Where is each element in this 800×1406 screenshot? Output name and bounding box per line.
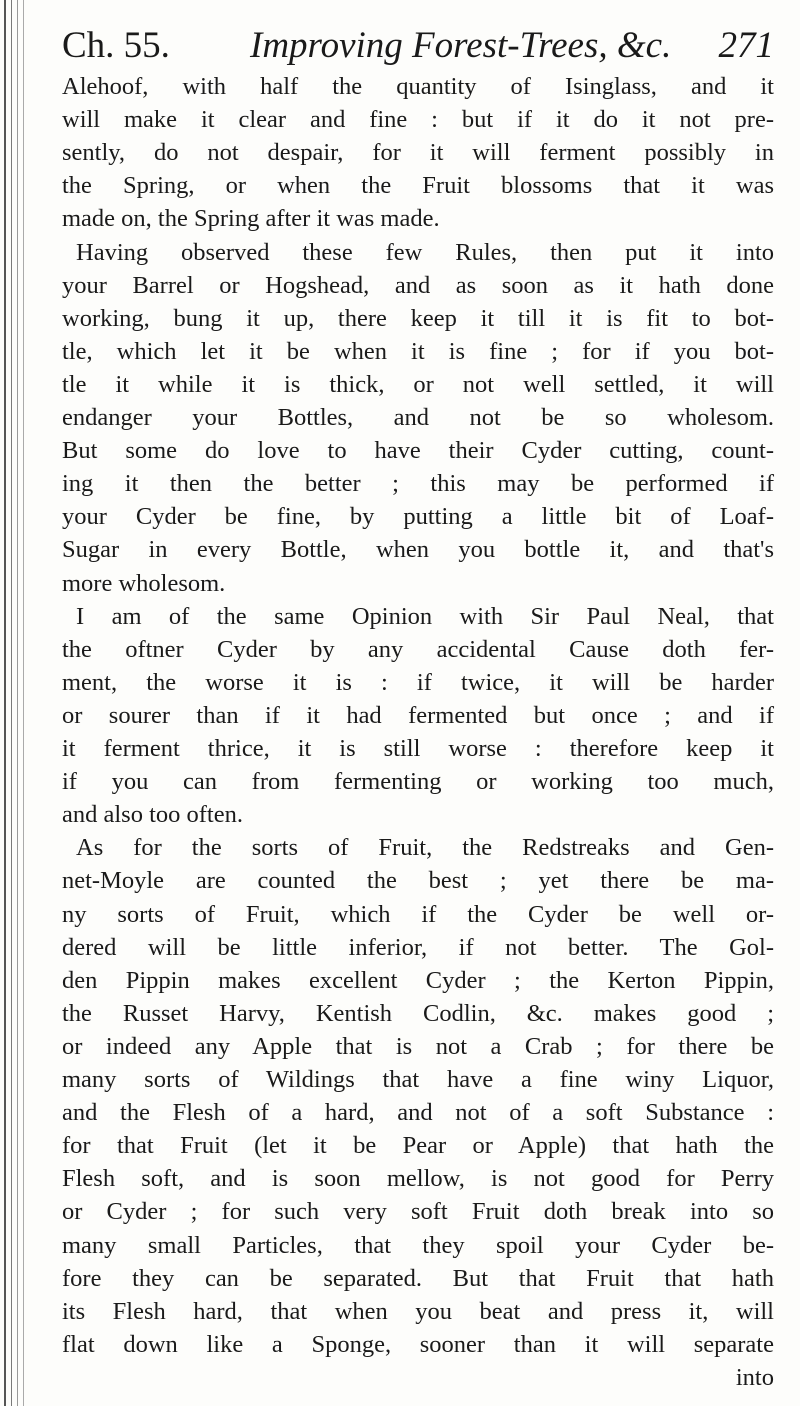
text-line: I am of the same Opinion with Sir Paul Neal, that [76, 602, 774, 630]
page-number: 271 [718, 25, 774, 66]
text-line: dered will be little inferior, if not better. The Gol- [62, 933, 774, 961]
text-line: if you can from fermenting or working too much, [62, 768, 774, 796]
text-line: But some do love to have their Cyder cutting, count- [62, 437, 774, 465]
binding-edge [4, 0, 6, 1406]
text-line: Flesh soft, and is soon mellow, is not good for Perry [62, 1165, 774, 1193]
text-line: the Russet Harvy, Kentish Codlin, &c. makes good ; [62, 999, 774, 1027]
text-line: your Barrel or Hogshead, and as soon as it hath done [62, 271, 774, 299]
text-line: or Cyder ; for such very soft Fruit doth break into so [62, 1198, 774, 1226]
text-line: into [735, 1363, 774, 1391]
text-line: for that Fruit (let it be Pear or Apple) that hath the [62, 1132, 774, 1160]
text-line: As for the sorts of Fruit, the Redstreaks and Gen- [76, 834, 774, 862]
text-line: the oftner Cyder by any accidental Cause doth fer- [62, 635, 774, 663]
text-line: flat down like a Sponge, sooner than it will separate [62, 1330, 774, 1358]
running-header [62, 22, 774, 70]
text-line: ment, the worse it is : if twice, it will be harder [62, 668, 774, 696]
binding-edge [23, 0, 24, 1406]
text-line: endanger your Bottles, and not be so wholesom. [62, 404, 774, 431]
text-line: fore they can be separated. But that Fruit that hath [62, 1264, 774, 1292]
text-line: or sourer than if it had fermented but once ; and if [62, 701, 774, 729]
text-line: its Flesh hard, that when you beat and press it, will [62, 1297, 774, 1325]
text-line: and also too often. [62, 801, 243, 829]
text-line: many small Particles, that they spoil your Cyder be- [62, 1231, 774, 1259]
text-line: ing it then the better ; this may be performed if [62, 470, 774, 498]
text-line: many sorts of Wildings that have a fine winy Liquor, [62, 1066, 774, 1093]
text-line: your Cyder be fine, by putting a little bit of Loaf- [62, 503, 774, 531]
text-line: the Spring, or when the Fruit blossoms that it was [62, 172, 774, 200]
text-line: working, bung it up, there keep it till it is fit to bot- [62, 304, 774, 332]
text-line: ny sorts of Fruit, which if the Cyder be well or- [62, 900, 774, 928]
text-line: will make it clear and fine : but if it do it not pre- [62, 106, 774, 134]
text-line: tle it while it is thick, or not well settled, it will [62, 370, 774, 398]
text-line: it ferment thrice, it is still worse : therefore keep it [62, 735, 774, 762]
text-line: tle, which let it be when it is fine ; for if you bot- [62, 337, 774, 365]
text-line: Sugar in every Bottle, when you bottle it, and that's [62, 536, 774, 564]
text-line: and the Flesh of a hard, and not of a soft Substance : [62, 1099, 774, 1127]
running-title: Improving Forest-Trees, &c. [250, 25, 672, 66]
text-line: Having observed these few Rules, then put it into [76, 238, 774, 266]
binding-edge [17, 0, 18, 1406]
text-line: Alehoof, with half the quantity of Isinglass, and it [62, 73, 774, 100]
text-line: more wholesom. [62, 569, 226, 597]
text-line: made on, the Spring after it was made. [62, 205, 440, 233]
binding-edge [11, 0, 12, 1406]
text-line: den Pippin makes excellent Cyder ; the Kerton Pippin, [62, 966, 774, 994]
text-line: net-Moyle are counted the best ; yet there be ma- [62, 867, 774, 895]
text-line: sently, do not despair, for it will ferment possibly in [62, 139, 774, 167]
text-line: or indeed any Apple that is not a Crab ; for there be [62, 1032, 774, 1060]
chapter-number: Ch. 55. [62, 25, 170, 66]
